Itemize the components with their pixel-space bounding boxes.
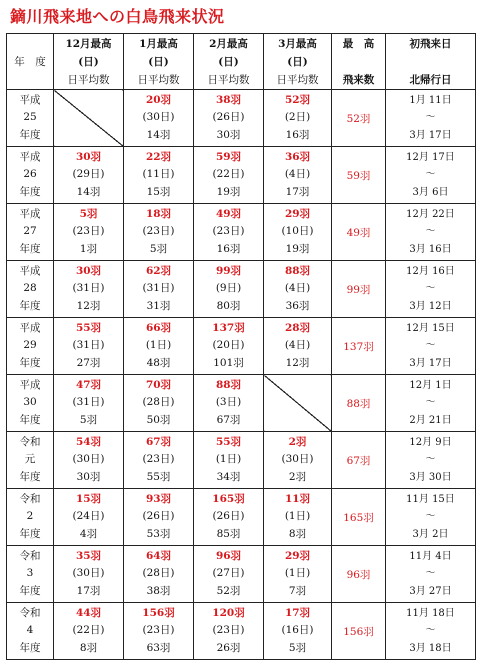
year-era: 平成 <box>19 321 41 334</box>
year-era: 令和 <box>19 492 41 505</box>
table-row <box>7 603 476 660</box>
month-cell <box>194 603 264 660</box>
season-max-cell: 88羽 <box>332 375 386 432</box>
year-cell <box>7 603 54 660</box>
season-max-cell: 49羽 <box>332 204 386 261</box>
departure-date: 2月 21日 <box>409 414 452 426</box>
year-era: 令和 <box>19 606 41 619</box>
month-max-day: (31日) <box>72 396 105 409</box>
month-daily-average: 15羽 <box>146 185 171 198</box>
month-cell <box>194 90 264 147</box>
year-era: 平成 <box>19 264 41 277</box>
month-cell <box>264 204 332 261</box>
month-max-day: (31日) <box>142 282 175 295</box>
month-max-count: 36羽 <box>284 150 311 163</box>
month-max-day: (29日) <box>72 168 105 181</box>
season-max-cell: 156羽 <box>332 603 386 660</box>
month-max-day: (30日) <box>142 111 175 124</box>
month-max-day: (23日) <box>212 225 245 238</box>
year-num: 28 <box>23 282 37 295</box>
month-max-day: (11日) <box>142 168 175 181</box>
month-max-count: 55羽 <box>75 321 102 334</box>
month-max-day: (1日) <box>215 453 242 466</box>
range-tilde: ～ <box>425 226 436 238</box>
month-daily-average: 101羽 <box>213 356 244 369</box>
month-max-count: 62羽 <box>145 264 172 277</box>
departure-date: 3月 17日 <box>409 129 452 141</box>
month-daily-average: 36羽 <box>285 299 310 312</box>
month-max-count: 55羽 <box>215 435 242 448</box>
month-daily-average: 16羽 <box>216 242 241 255</box>
month-max-count: 66羽 <box>145 321 172 334</box>
first-arrival-date: 12月 16日 <box>406 265 455 277</box>
year-num: 29 <box>23 339 37 352</box>
month-max-count: 64羽 <box>145 549 172 562</box>
month-daily-average: 50羽 <box>146 413 171 426</box>
arrival-departure-cell <box>386 546 476 603</box>
first-arrival-date: 11月 15日 <box>406 493 455 505</box>
header-month-name: 1月最高 <box>139 37 178 50</box>
month-max-count: 54羽 <box>75 435 102 448</box>
month-cell <box>264 318 332 375</box>
month-max-count: 52羽 <box>284 93 311 106</box>
month-max-day: (10日) <box>281 225 314 238</box>
header-max-bottom: 飛来数 <box>342 73 375 86</box>
season-max-cell: 67羽 <box>332 432 386 489</box>
month-cell <box>264 147 332 204</box>
month-cell <box>264 603 332 660</box>
month-max-day: (3日) <box>215 396 242 409</box>
year-cell <box>7 90 54 147</box>
month-max-day: (27日) <box>212 567 245 580</box>
month-daily-average: 31羽 <box>146 299 171 312</box>
month-daily-average: 7羽 <box>288 584 307 597</box>
month-daily-average: 67羽 <box>216 413 241 426</box>
month-daily-average: 34羽 <box>216 470 241 483</box>
month-max-count: 70羽 <box>145 378 172 391</box>
header-month-2 <box>194 34 264 90</box>
month-max-day: (1日) <box>284 510 311 523</box>
month-daily-average: 19羽 <box>216 185 241 198</box>
season-max-cell: 96羽 <box>332 546 386 603</box>
range-tilde: ～ <box>425 511 436 523</box>
arrival-departure-cell <box>386 204 476 261</box>
header-first-top: 初飛来日 <box>409 37 452 50</box>
month-max-day: (26日) <box>142 510 175 523</box>
month-daily-average: 2羽 <box>288 470 307 483</box>
month-max-count: 20羽 <box>145 93 172 106</box>
year-num: 元 <box>24 453 36 466</box>
month-max-count: 22羽 <box>145 150 172 163</box>
month-daily-average: 5羽 <box>149 242 168 255</box>
table-row <box>7 375 476 432</box>
month-max-count: 18羽 <box>145 207 172 220</box>
month-max-day: (23日) <box>72 225 105 238</box>
year-cell <box>7 204 54 261</box>
month-max-count: 28羽 <box>284 321 311 334</box>
month-cell <box>54 204 124 261</box>
month-max-count: 29羽 <box>284 549 311 562</box>
year-suffix: 年度 <box>19 185 41 198</box>
month-cell <box>264 432 332 489</box>
departure-date: 3月 30日 <box>409 471 452 483</box>
month-max-count: 49羽 <box>215 207 242 220</box>
arrival-departure-cell <box>386 318 476 375</box>
month-cell <box>194 375 264 432</box>
month-max-day: (23日) <box>212 624 245 637</box>
month-daily-average: 26羽 <box>216 641 241 654</box>
year-suffix: 年度 <box>19 413 41 426</box>
month-cell <box>264 546 332 603</box>
year-suffix: 年度 <box>19 242 41 255</box>
month-max-count: 93羽 <box>145 492 172 505</box>
month-cell <box>124 546 194 603</box>
header-first-bottom: 北帰行日 <box>409 73 452 86</box>
header-day-label: (日) <box>287 55 308 68</box>
month-max-count: 5羽 <box>79 207 98 220</box>
month-daily-average: 85羽 <box>216 527 241 540</box>
month-cell <box>54 489 124 546</box>
month-daily-average: 27羽 <box>76 356 101 369</box>
year-num: 27 <box>23 225 37 238</box>
first-arrival-date: 12月 22日 <box>406 208 455 220</box>
year-cell <box>7 375 54 432</box>
month-daily-average: 8羽 <box>79 641 98 654</box>
month-max-day: (23日) <box>142 624 175 637</box>
month-daily-average: 17羽 <box>76 584 101 597</box>
header-avg-label: 日平均数 <box>137 73 180 86</box>
year-era: 平成 <box>19 150 41 163</box>
header-avg-label: 日平均数 <box>67 73 110 86</box>
month-max-count: 44羽 <box>75 606 102 619</box>
month-max-count: 67羽 <box>145 435 172 448</box>
year-cell <box>7 261 54 318</box>
month-daily-average: 1羽 <box>79 242 98 255</box>
month-cell <box>194 489 264 546</box>
month-cell <box>124 204 194 261</box>
month-max-day: (16日) <box>281 624 314 637</box>
month-max-count: 38羽 <box>215 93 242 106</box>
year-suffix: 年度 <box>19 470 41 483</box>
range-tilde: ～ <box>425 283 436 295</box>
month-daily-average: 38羽 <box>146 584 171 597</box>
season-max-cell: 165羽 <box>332 489 386 546</box>
month-max-count: 59羽 <box>215 150 242 163</box>
month-max-count: 47羽 <box>75 378 102 391</box>
header-month-name: 3月最高 <box>278 37 317 50</box>
month-max-count: 99羽 <box>215 264 242 277</box>
month-daily-average: 30羽 <box>216 128 241 141</box>
year-suffix: 年度 <box>19 299 41 312</box>
month-max-day: (1日) <box>284 567 311 580</box>
table-row <box>7 432 476 489</box>
month-cell <box>124 489 194 546</box>
first-arrival-date: 11月 4日 <box>409 550 452 562</box>
first-arrival-date: 12月 9日 <box>409 436 452 448</box>
header-year <box>7 34 54 90</box>
month-max-count: 11羽 <box>284 492 311 505</box>
header-day-label: (日) <box>78 55 99 68</box>
month-daily-average: 55羽 <box>146 470 171 483</box>
month-daily-average: 30羽 <box>76 470 101 483</box>
month-max-count: 30羽 <box>75 150 102 163</box>
month-cell <box>54 432 124 489</box>
year-cell <box>7 318 54 375</box>
month-cell <box>194 204 264 261</box>
departure-date: 3月 6日 <box>412 186 449 198</box>
season-max-cell: 137羽 <box>332 318 386 375</box>
month-daily-average: 19羽 <box>285 242 310 255</box>
month-cell <box>124 261 194 318</box>
month-max-day: (28日) <box>142 396 175 409</box>
month-cell <box>54 375 124 432</box>
range-tilde: ～ <box>425 112 436 124</box>
year-cell <box>7 147 54 204</box>
month-daily-average: 63羽 <box>146 641 171 654</box>
month-cell <box>194 147 264 204</box>
month-daily-average: 5羽 <box>288 641 307 654</box>
range-tilde: ～ <box>425 169 436 181</box>
month-max-day: (26日) <box>212 111 245 124</box>
table-row <box>7 90 476 147</box>
arrival-departure-cell <box>386 261 476 318</box>
month-cell <box>54 603 124 660</box>
month-daily-average: 5羽 <box>79 413 98 426</box>
month-daily-average: 48羽 <box>146 356 171 369</box>
departure-date: 3月 16日 <box>409 243 452 255</box>
header-day-label: (日) <box>218 55 239 68</box>
month-max-day: (2日) <box>284 111 311 124</box>
month-cell <box>264 489 332 546</box>
month-max-day: (22日) <box>72 624 105 637</box>
month-cell <box>264 261 332 318</box>
empty-cell <box>264 375 332 432</box>
year-suffix: 年度 <box>19 356 41 369</box>
year-era: 平成 <box>19 378 41 391</box>
arrival-departure-cell <box>386 489 476 546</box>
month-max-day: (23日) <box>142 225 175 238</box>
month-daily-average: 52羽 <box>216 584 241 597</box>
month-max-count: 15羽 <box>75 492 102 505</box>
year-num: 25 <box>23 111 37 124</box>
month-max-day: (24日) <box>72 510 105 523</box>
month-cell <box>54 261 124 318</box>
year-suffix: 年度 <box>19 641 41 654</box>
table-row <box>7 546 476 603</box>
month-max-day: (31日) <box>72 339 105 352</box>
month-daily-average: 14羽 <box>146 128 171 141</box>
month-cell <box>124 432 194 489</box>
month-max-day: (4日) <box>284 282 311 295</box>
year-num: 4 <box>26 624 34 637</box>
header-row <box>7 34 476 90</box>
month-daily-average: 16羽 <box>285 128 310 141</box>
month-max-count: 35羽 <box>75 549 102 562</box>
month-cell <box>54 546 124 603</box>
header-month-name: 2月最高 <box>209 37 248 50</box>
arrival-departure-cell <box>386 603 476 660</box>
month-cell <box>124 318 194 375</box>
month-max-day: (1日) <box>145 339 172 352</box>
departure-date: 3月 2日 <box>412 528 449 540</box>
year-num: 26 <box>23 168 37 181</box>
year-era: 令和 <box>19 549 41 562</box>
month-max-day: (30日) <box>72 453 105 466</box>
year-num: 2 <box>26 510 34 523</box>
table-row <box>7 261 476 318</box>
header-year-label: 年 度 <box>14 55 46 68</box>
range-tilde: ～ <box>425 625 436 637</box>
header-month-name: 12月最高 <box>65 37 112 50</box>
month-daily-average: 8羽 <box>288 527 307 540</box>
month-max-day: (23日) <box>142 453 175 466</box>
range-tilde: ～ <box>425 454 436 466</box>
departure-date: 3月 27日 <box>409 585 452 597</box>
month-cell <box>194 546 264 603</box>
header-max-count <box>332 34 386 90</box>
month-max-day: (31日) <box>72 282 105 295</box>
month-max-day: (26日) <box>212 510 245 523</box>
arrival-departure-cell <box>386 432 476 489</box>
year-era: 令和 <box>19 435 41 448</box>
year-cell <box>7 546 54 603</box>
departure-date: 3月 18日 <box>409 642 452 654</box>
month-daily-average: 14羽 <box>76 185 101 198</box>
month-cell <box>54 147 124 204</box>
month-max-count: 2羽 <box>288 435 307 448</box>
month-max-day: (9日) <box>215 282 242 295</box>
month-max-count: 88羽 <box>284 264 311 277</box>
arrival-departure-cell <box>386 147 476 204</box>
year-era: 平成 <box>19 93 41 106</box>
month-daily-average: 12羽 <box>285 356 310 369</box>
year-suffix: 年度 <box>19 128 41 141</box>
swan-arrival-table <box>6 33 476 660</box>
header-first-last <box>386 34 476 90</box>
departure-date: 3月 17日 <box>409 357 452 369</box>
year-suffix: 年度 <box>19 527 41 540</box>
month-max-count: 17羽 <box>284 606 311 619</box>
month-max-count: 96羽 <box>215 549 242 562</box>
departure-date: 3月 12日 <box>409 300 452 312</box>
month-cell <box>54 318 124 375</box>
month-max-count: 88羽 <box>215 378 242 391</box>
year-cell <box>7 432 54 489</box>
month-cell <box>124 603 194 660</box>
page-title: 鏑川飛来地への白鳥飛来状況 <box>10 7 225 26</box>
first-arrival-date: 1月 11日 <box>409 94 452 106</box>
season-max-cell: 59羽 <box>332 147 386 204</box>
month-max-count: 156羽 <box>142 606 175 619</box>
month-cell <box>194 261 264 318</box>
month-cell <box>194 432 264 489</box>
first-arrival-date: 11月 18日 <box>406 607 455 619</box>
first-arrival-date: 12月 15日 <box>406 322 455 334</box>
month-max-day: (30日) <box>281 453 314 466</box>
table-row <box>7 318 476 375</box>
month-daily-average: 12羽 <box>76 299 101 312</box>
header-avg-label: 日平均数 <box>276 73 319 86</box>
year-cell <box>7 489 54 546</box>
arrival-departure-cell <box>386 375 476 432</box>
header-month-1 <box>124 34 194 90</box>
header-max-top: 最 高 <box>342 37 375 50</box>
year-era: 平成 <box>19 207 41 220</box>
year-suffix: 年度 <box>19 584 41 597</box>
month-max-day: (30日) <box>72 567 105 580</box>
month-max-day: (22日) <box>212 168 245 181</box>
header-month-12 <box>54 34 124 90</box>
month-max-day: (4日) <box>284 339 311 352</box>
season-max-cell: 99羽 <box>332 261 386 318</box>
month-max-count: 165羽 <box>212 492 245 505</box>
month-cell <box>264 90 332 147</box>
month-max-day: (28日) <box>142 567 175 580</box>
first-arrival-date: 12月 1日 <box>409 379 452 391</box>
year-num: 30 <box>23 396 37 409</box>
first-arrival-date: 12月 17日 <box>406 151 455 163</box>
month-max-count: 120羽 <box>212 606 245 619</box>
month-daily-average: 4羽 <box>79 527 98 540</box>
header-avg-label: 日平均数 <box>207 73 250 86</box>
empty-cell <box>54 90 124 147</box>
month-max-day: (20日) <box>212 339 245 352</box>
header-day-label: (日) <box>148 55 169 68</box>
table-row <box>7 204 476 261</box>
month-cell <box>124 90 194 147</box>
arrival-departure-cell <box>386 90 476 147</box>
month-max-count: 29羽 <box>284 207 311 220</box>
range-tilde: ～ <box>425 568 436 580</box>
month-max-count: 137羽 <box>212 321 245 334</box>
month-daily-average: 53羽 <box>146 527 171 540</box>
table-row <box>7 147 476 204</box>
month-max-count: 30羽 <box>75 264 102 277</box>
month-daily-average: 80羽 <box>216 299 241 312</box>
month-max-day: (4日) <box>284 168 311 181</box>
month-daily-average: 17羽 <box>285 185 310 198</box>
table-row <box>7 489 476 546</box>
month-cell <box>124 375 194 432</box>
range-tilde: ～ <box>425 340 436 352</box>
month-cell <box>124 147 194 204</box>
year-num: 3 <box>26 567 34 580</box>
month-cell <box>194 318 264 375</box>
header-month-3 <box>264 34 332 90</box>
season-max-cell: 52羽 <box>332 90 386 147</box>
range-tilde: ～ <box>425 397 436 409</box>
